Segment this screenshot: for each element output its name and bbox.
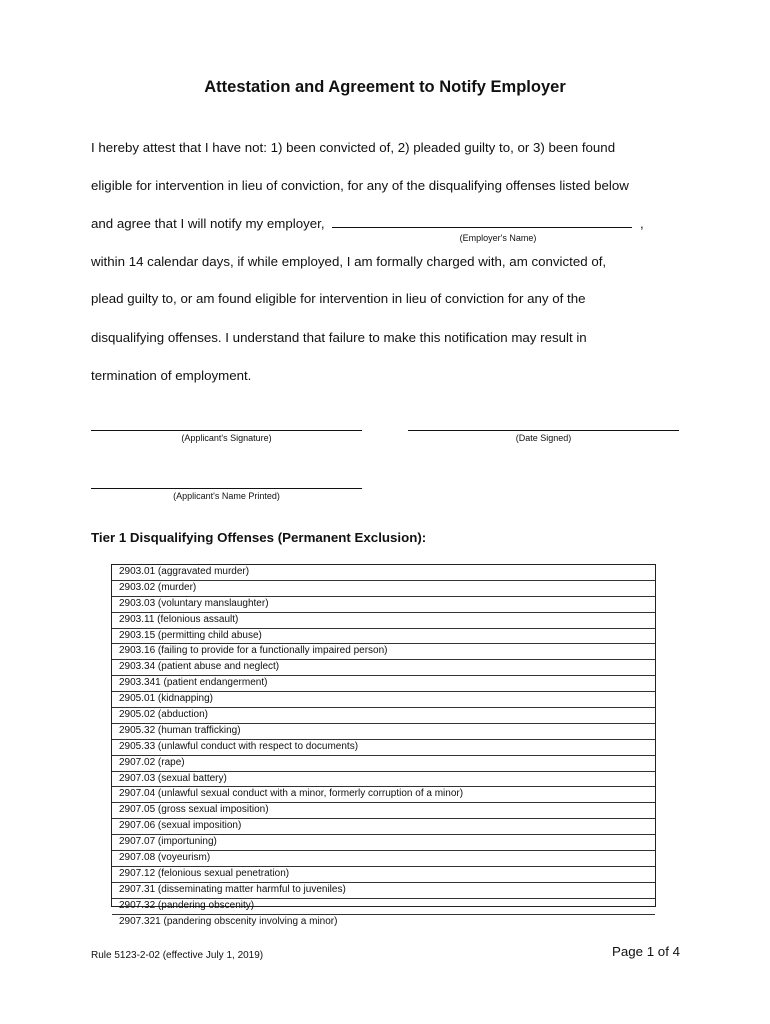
offense-row: 2907.06 (sexual imposition): [112, 819, 655, 835]
offense-row: 2903.15 (permitting child abuse): [112, 629, 655, 645]
page-number: Page 1 of 4: [611, 944, 680, 959]
attestation-comma: ,: [639, 216, 644, 231]
tier1-offense-list: [112, 565, 655, 929]
offense-row: 2907.03 (sexual battery): [112, 772, 655, 788]
attestation-line: disqualifying offenses. I understand that failure to make this notification may result in: [91, 330, 587, 345]
applicant-signature-line[interactable]: [91, 430, 362, 431]
date-signed-caption: (Date Signed): [515, 433, 572, 443]
attestation-line: eligible for intervention in lieu of conviction, for any of the disqualifying offenses listed below: [91, 178, 629, 193]
offense-row: 2903.03 (voluntary manslaughter): [112, 597, 655, 613]
offense-row: 2907.05 (gross sexual imposition): [112, 803, 655, 819]
offense-row: 2903.01 (aggravated murder): [112, 565, 655, 581]
offense-row: 2905.02 (abduction): [112, 708, 655, 724]
document-title: Attestation and Agreement to Notify Employer: [204, 78, 566, 96]
tier1-offense-table: [111, 564, 656, 927]
offense-row: 2905.01 (kidnapping): [112, 692, 655, 708]
attestation-text: and agree that I will notify my employer,: [91, 216, 325, 231]
offense-row: 2907.07 (importuning): [112, 835, 655, 851]
offense-row: 2905.33 (unlawful conduct with respect to documents): [112, 740, 655, 756]
offense-row: 2905.32 (human trafficking): [112, 724, 655, 740]
date-signed-line[interactable]: [408, 430, 679, 431]
offense-row: 2903.16 (failing to provide for a functionally impaired person): [112, 644, 655, 660]
attestation-line: I hereby attest that I have not: 1) been convicted of, 2) pleaded guilty to, or 3) been found: [91, 140, 616, 155]
attestation-line-employer: [91, 216, 644, 231]
offense-row: 2903.34 (patient abuse and neglect): [112, 660, 655, 676]
offense-row: 2903.02 (murder): [112, 581, 655, 597]
attestation-line: within 14 calendar days, if while employed, I am formally charged with, am convicted of,: [91, 254, 607, 269]
employer-name-caption: (Employer's Name): [459, 233, 537, 243]
employer-name-blank[interactable]: [332, 216, 632, 228]
offense-row: 2907.12 (felonious sexual penetration): [112, 867, 655, 883]
offense-row: 2907.04 (unlawful sexual conduct with a minor, formerly corruption of a minor): [112, 787, 655, 803]
applicant-signature-caption: (Applicant's Signature): [181, 433, 272, 443]
offense-row: 2903.341 (patient endangerment): [112, 676, 655, 692]
offense-row: 2907.32 (pandering obscenity): [112, 899, 655, 915]
footer-rule-citation: Rule 5123-2-02 (effective July 1, 2019): [91, 950, 264, 961]
offense-row: 2907.321 (pandering obscenity involving a minor): [119, 915, 338, 927]
name-printed-caption: (Applicant's Name Printed): [173, 491, 280, 501]
offense-row: 2903.11 (felonious assault): [112, 613, 655, 629]
attestation-line: plead guilty to, or am found eligible for intervention in lieu of conviction for any of the: [91, 291, 586, 306]
offense-row: 2907.08 (voyeurism): [112, 851, 655, 867]
tier1-heading: Tier 1 Disqualifying Offenses (Permanent Exclusion):: [91, 530, 427, 545]
offense-row: 2907.31 (disseminating matter harmful to juveniles): [112, 883, 655, 899]
name-printed-line[interactable]: [91, 488, 362, 489]
offense-row: 2907.02 (rape): [112, 756, 655, 772]
attestation-line: termination of employment.: [91, 368, 252, 383]
